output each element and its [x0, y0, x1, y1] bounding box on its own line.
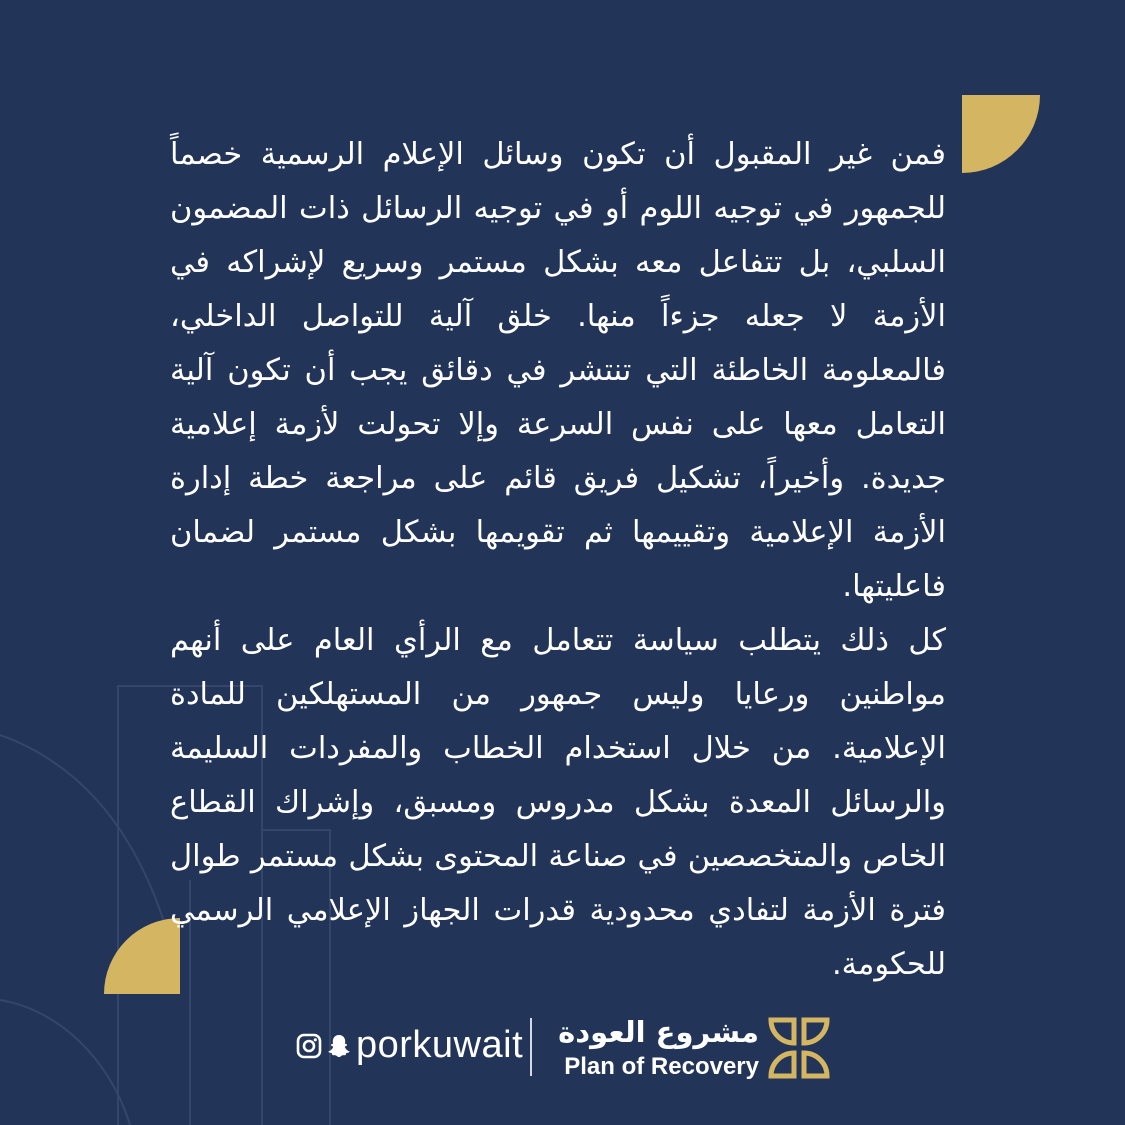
footer-divider — [530, 1018, 532, 1076]
article-paragraph-2: كل ذلك يتطلب سياسة تتعامل مع الرأي العام على أنهم مواطنين ورعايا وليس جمهور من المستهلكين للمادة الإعلامية. من خلال استخدام الخطاب والمفردات السليمة والرسائل المعدة بشكل مدروس ومسبق، وإشراك القطاع الخاص والمتخصصين في صناعة المحتوى بشكل مستمر طوال فترة الأزمة لتفادي محدودية قدرات الجهاز الإعلامي الرسمي للحكومة. — [170, 623, 946, 982]
social-handle[interactable] — [296, 1024, 523, 1067]
snapchat-icon — [326, 1033, 352, 1059]
brand-wordmark — [554, 1012, 759, 1082]
brand-name-english: Plan of Recovery — [564, 1053, 759, 1080]
instagram-icon — [296, 1033, 322, 1059]
brand-name-arabic: مشروع العودة — [558, 1015, 759, 1049]
corner-accent-top-right — [962, 95, 1040, 173]
article-body — [170, 128, 946, 992]
plan-of-recovery-logo-icon — [768, 1017, 830, 1079]
social-handle-text: porkuwait — [356, 1024, 524, 1066]
article-paragraph-1: فمن غير المقبول أن تكون وسائل الإعلام الرسمية خصماً للجمهور في توجيه اللوم أو في توجيه الرسائل ذات المضمون السلبي، بل تتفاعل معه بشكل مستمر وسريع لإشراكه في الأزمة لا جعله جزءاً منها. خلق آلية للتواصل الداخلي، فالمعلومة الخاطئة التي تنتشر في دقائق يجب أن تكون آلية التعامل معها على نفس السرعة وإلا تحولت لأزمة إعلامية جديدة. وأخيراً، تشكيل فريق قائم على مراجعة خطة إدارة الأزمة الإعلامية وتقييمها ثم تقويمها بشكل مستمر لضمان فاعليتها. — [170, 137, 946, 604]
corner-accent-bottom-left — [104, 918, 180, 994]
